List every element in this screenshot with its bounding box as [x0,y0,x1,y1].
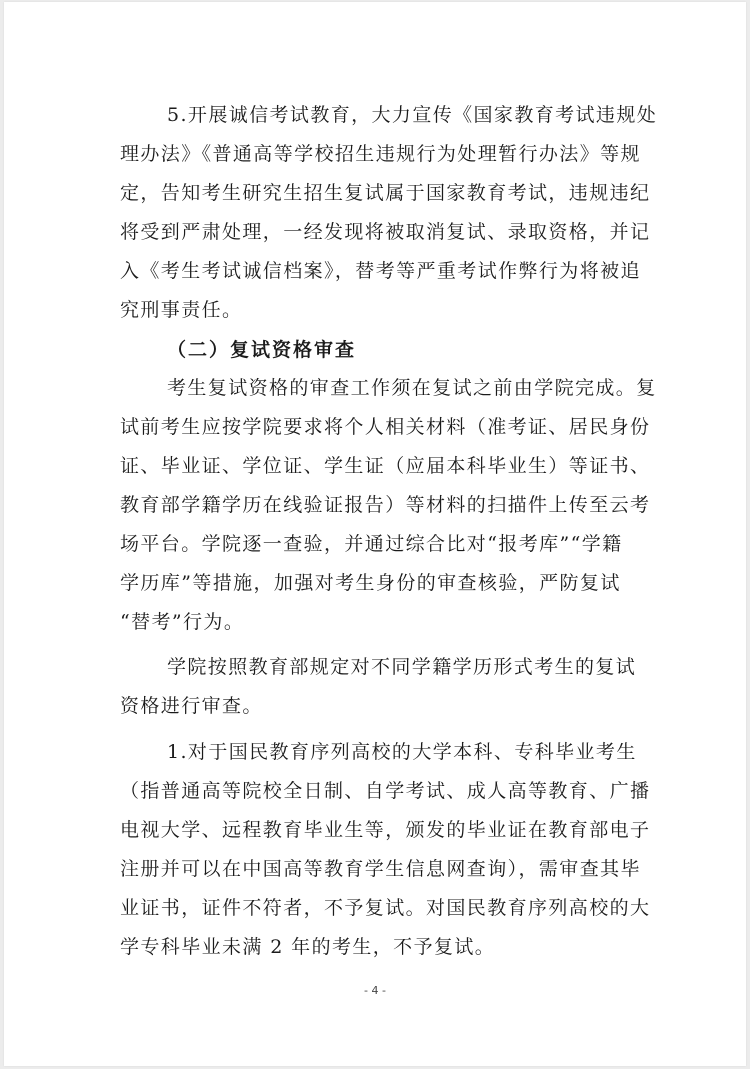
paragraph-item-1-line-3: 电视大学、远程教育毕业生等，颁发的毕业证在教育部电子 [120,819,651,841]
paragraph-review-line-2: 试前考生应按学院要求将个人相关材料（准考证、居民身份 [120,416,651,438]
section-heading: （二）复试资格审查 [167,339,357,361]
paragraph-5-line-2: 理办法》《普通高等学校招生违规行为处理暂行办法》等规 [120,143,641,165]
paragraph-item-1-line-1: 1.对于国民教育序列高校的大学本科、专科毕业考生 [167,741,637,763]
paragraph-item-1-line-4: 注册并可以在中国高等教育学生信息网查询），需审查其毕 [120,858,641,880]
paragraph-review-line-3: 证、毕业证、学位证、学生证（应届本科毕业生）等证书、 [120,455,651,477]
paragraph-5-line-4: 将受到严肃处理，一经发现将被取消复试、录取资格，并记 [120,221,651,243]
paragraph-review-line-1: 考生复试资格的审查工作须在复试之前由学院完成。复 [167,377,657,399]
paragraph-5-line-6: 究刑事责任。 [120,299,243,321]
document-page [4,2,746,1066]
paragraph-regulation-line-1: 学院按照教育部规定对不同学籍学历形式考生的复试 [167,656,637,678]
paragraph-review-line-6: 学历库”等措施，加强对考生身份的审查核验，严防复试 [120,572,621,594]
paragraph-item-1-line-2: （指普通高等院校全日制、自学考试、成人高等教育、广播 [120,780,651,802]
paragraph-5-line-3: 定，告知考生研究生招生复试属于国家教育考试，违规违纪 [120,182,651,204]
paragraph-review-line-7: “替考”行为。 [120,611,245,633]
paragraph-regulation-line-2: 资格进行审查。 [120,695,263,717]
paragraph-5-line-1: 5.开展诚信考试教育，大力宣传《国家教育考试违规处 [167,104,658,126]
paragraph-item-1-line-6: 学专科毕业未满 2 年的考生，不予复试。 [120,936,496,958]
paragraph-5-line-5: 入《考生考试诚信档案》，替考等严重考试作弊行为将被追 [120,260,641,282]
paragraph-item-1-line-5: 业证书，证件不符者，不予复试。对国民教育序列高校的大 [120,897,651,919]
paragraph-review-line-5: 场平台。学院逐一查验，并通过综合比对“报考库”“学籍 [120,533,623,555]
paragraph-review-line-4: 教育部学籍学历在线验证报告）等材料的扫描件上传至云考 [120,494,651,516]
page-number: - 4 - [364,984,386,997]
